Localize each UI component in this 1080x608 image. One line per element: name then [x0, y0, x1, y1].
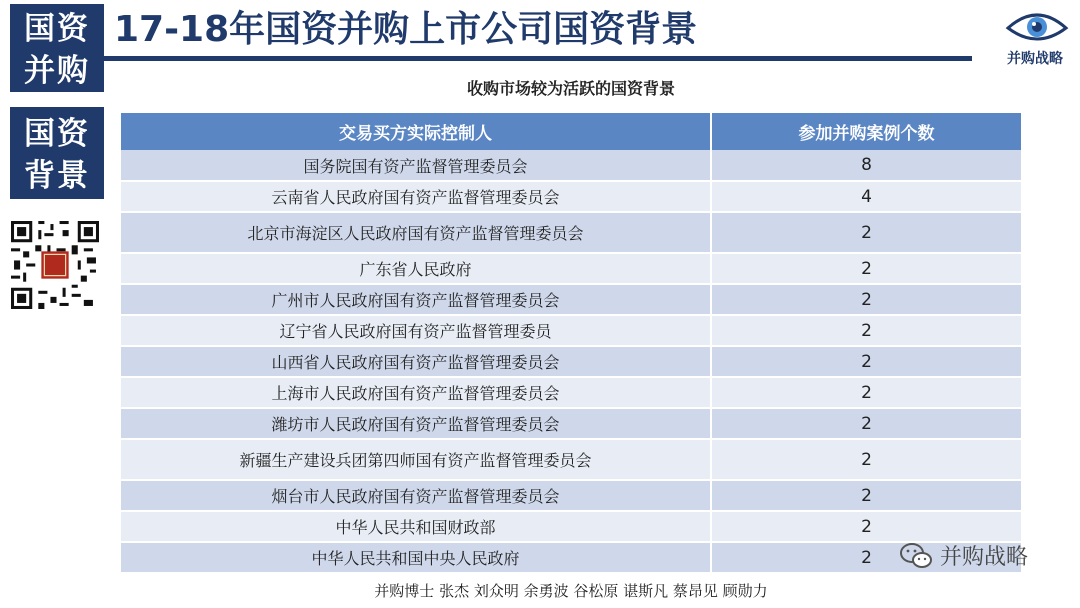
table-header-row: [121, 113, 1021, 150]
row-case-count: 2: [711, 511, 1021, 542]
row-case-count: 2: [711, 439, 1021, 480]
row-case-count: 2: [711, 542, 1021, 573]
row-controller-name: 北京市海淀区人民政府国有资产监督管理委员会: [121, 212, 711, 253]
table-row: [121, 212, 1021, 253]
row-controller-name: 烟台市人民政府国有资产监督管理委员会: [121, 480, 711, 511]
table-row: [121, 439, 1021, 480]
table-row: [121, 377, 1021, 408]
row-case-count: 2: [711, 315, 1021, 346]
table-row: [121, 511, 1021, 542]
row-case-count: 2: [711, 346, 1021, 377]
sidebar-block-merger: [10, 4, 104, 92]
row-case-count: 2: [711, 480, 1021, 511]
header-case-count: 参加并购案例个数: [711, 113, 1021, 150]
qr-code-icon: [11, 221, 99, 309]
page-title: 17-18年国资并购上市公司国资背景: [114, 9, 698, 50]
authors-footer: 并购博士 张杰 刘众明 余勇波 谷松原 谌斯凡 蔡昂见 顾勋力: [374, 582, 768, 600]
wechat-watermark: [900, 540, 1028, 571]
table-row: [121, 181, 1021, 212]
row-controller-name: 中华人民共和国中央人民政府: [121, 542, 711, 573]
row-controller-name: 上海市人民政府国有资产监督管理委员会: [121, 377, 711, 408]
row-controller-name: 新疆生产建设兵团第四师国有资产监督管理委员会: [121, 439, 711, 480]
row-controller-name: 国务院国有资产监督管理委员会: [121, 150, 711, 181]
header-buyer-controller: 交易买方实际控制人: [121, 113, 711, 150]
wechat-icon: [900, 542, 932, 570]
sidebar-block-background: [10, 107, 104, 199]
sidebar-block-merger-line1: 国资: [24, 11, 90, 47]
table-row: [121, 253, 1021, 284]
sidebar-block-merger-line2: 并购: [24, 53, 90, 89]
table-row: [121, 284, 1021, 315]
row-controller-name: 山西省人民政府国有资产监督管理委员会: [121, 346, 711, 377]
row-case-count: 2: [711, 253, 1021, 284]
table-row: [121, 408, 1021, 439]
row-controller-name: 辽宁省人民政府国有资产监督管理委员: [121, 315, 711, 346]
row-case-count: 8: [711, 150, 1021, 181]
header-divider: [104, 56, 972, 61]
table-row: [121, 480, 1021, 511]
row-controller-name: 云南省人民政府国有资产监督管理委员会: [121, 181, 711, 212]
table-caption: 收购市场较为活跃的国资背景: [466, 79, 675, 98]
row-controller-name: 潍坊市人民政府国有资产监督管理委员会: [121, 408, 711, 439]
row-controller-name: 中华人民共和国财政部: [121, 511, 711, 542]
row-case-count: 2: [711, 284, 1021, 315]
row-case-count: 2: [711, 408, 1021, 439]
table-row: [121, 315, 1021, 346]
row-case-count: 2: [711, 212, 1021, 253]
sidebar-block-background-line2: 背景: [24, 158, 90, 194]
row-case-count: 4: [711, 181, 1021, 212]
row-case-count: 2: [711, 377, 1021, 408]
row-controller-name: 广州市人民政府国有资产监督管理委员会: [121, 284, 711, 315]
logo-text: 并购战略: [1007, 51, 1063, 67]
table-row: [121, 150, 1021, 181]
watermark-text: 并购战略: [940, 545, 1029, 570]
table-row: [121, 542, 1021, 573]
sidebar-block-background-line1: 国资: [24, 116, 90, 152]
eye-icon: [1004, 6, 1070, 46]
row-controller-name: 广东省人民政府: [121, 253, 711, 284]
data-table: [121, 113, 1021, 574]
table-row: [121, 346, 1021, 377]
